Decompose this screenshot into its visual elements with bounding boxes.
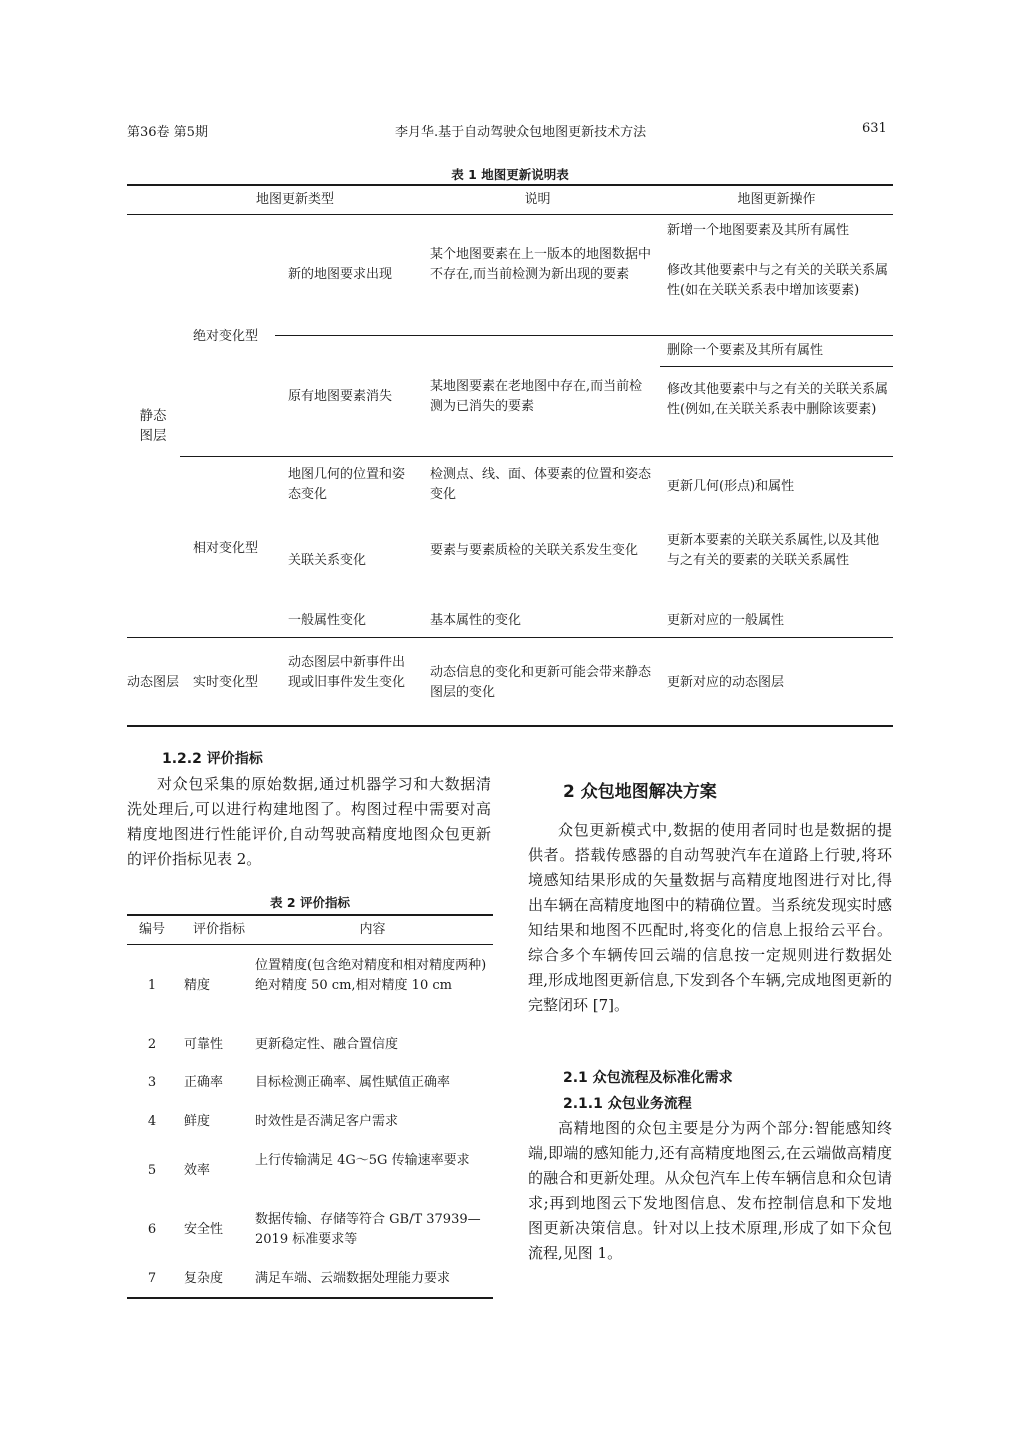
table1-row5-op1: 更新对应的一般属性 — [667, 613, 785, 628]
page-number: 631 — [862, 121, 887, 136]
table2-row4-no: 4 — [147, 1114, 157, 1129]
table1-row6-type: 动态图层中新事件出现或旧事件发生变化 — [288, 655, 406, 690]
table2-row5-no: 5 — [147, 1163, 157, 1178]
table2-bottom-rule — [127, 1297, 493, 1299]
table2-row1-name: 精度 — [184, 978, 211, 993]
table1-group-realtime: 实时变化型 — [193, 675, 259, 690]
table1-header-rule — [127, 214, 893, 215]
table1-header-ops: 地图更新操作 — [737, 192, 816, 207]
section-1-2-2-heading: 1.2.2 评价指标 — [162, 751, 263, 767]
table1-row1-desc: 某个地图要素在上一版本的地图数据中不存在,而当前检测为新出现的要素 — [430, 247, 652, 282]
table1-row1-op1: 新增一个地图要素及其所有属性 — [667, 223, 850, 238]
table1-row2-op1: 删除一个要素及其所有属性 — [667, 343, 824, 358]
table1-row1-op2: 修改其他要素中与之有关的关联关系属性(如在关联关系表中增加该要素) — [667, 263, 889, 298]
table1-layer-static: 静态 图层 — [139, 408, 167, 444]
section-2-1-1-text: 高精地图的众包主要是分为两个部分:智能感知终端,即端的感知能力,还有高精度地图云,在云端做高精度的融合和更新处理。从众包汽车上传车辆信息和众包请求;再到地图云下发地图信息、发布控制信息和下发地图更新决策信息。针对以上技术原理,形成了如下众包流程,见图 1。 — [528, 1119, 892, 1262]
table2-row2-content: 更新稳定性、融合置信度 — [255, 1037, 399, 1052]
table2-header-no: 编号 — [138, 922, 165, 937]
table1-header-desc: 说明 — [524, 192, 551, 207]
table1-row6-op1: 更新对应的动态图层 — [667, 675, 785, 690]
section-1-2-2-text: 对众包采集的原始数据,通过机器学习和大数据清洗处理后,可以进行构建地图了。构图过程中需要对高精度地图进行性能评价,自动驾驶高精度地图众包更新的评价指标见表 2。 — [127, 775, 491, 868]
table2-header-rule — [127, 944, 493, 945]
table2-header-content: 内容 — [359, 922, 386, 937]
running-title: 李月华.基于自动驾驶众包地图更新技术方法 — [395, 125, 647, 140]
table1-row4-desc: 要素与要素质检的关联关系发生变化 — [430, 543, 639, 558]
table1-layer-dynamic: 动态图层 — [127, 675, 180, 690]
table1-row3-desc: 检测点、线、面、体要素的位置和姿态变化 — [430, 467, 652, 502]
table2-row4-content: 时效性是否满足客户需求 — [255, 1114, 399, 1129]
table2-row7-content: 满足车端、云端数据处理能力要求 — [255, 1271, 451, 1286]
table1-top-rule — [127, 184, 893, 186]
table2-row6-no: 6 — [147, 1222, 157, 1237]
table2-row7-name: 复杂度 — [184, 1271, 224, 1286]
table1-row2-op2: 修改其他要素中与之有关的关联关系属性(例如,在关联关系表中删除该要素) — [667, 382, 889, 417]
table1-row2-desc: 某地图要素在老地图中存在,而当前检测为已消失的要素 — [430, 379, 643, 414]
section-2-1-heading: 2.1 众包流程及标准化需求 — [563, 1070, 733, 1086]
table2-row3-content: 目标检测正确率、属性赋值正确率 — [255, 1075, 451, 1090]
table1-divider-absolute — [275, 335, 893, 336]
table2-header-name: 评价指标 — [193, 922, 246, 937]
table1-bottom-rule — [127, 725, 893, 727]
journal-volume: 第36卷 第5期 — [127, 125, 208, 140]
table2-row2-name: 可靠性 — [184, 1037, 224, 1052]
table1-row2-type: 原有地图要素消失 — [288, 389, 393, 404]
table2-caption: 表 2 评价指标 — [270, 895, 350, 910]
table2-row5-content: 上行传输满足 4G～5G 传输速率要求 — [255, 1153, 470, 1168]
section-2-heading: 2 众包地图解决方案 — [563, 782, 717, 802]
table2-row5-name: 效率 — [184, 1163, 211, 1178]
table1-row3-op1: 更新几何(形点)和属性 — [667, 479, 795, 494]
table2-row6-content: 数据传输、存储等符合 GB/T 37939—2019 标准要求等 — [255, 1212, 481, 1247]
table2-row3-name: 正确率 — [184, 1075, 224, 1090]
table2-row2-no: 2 — [147, 1037, 157, 1052]
table2-row1-no: 1 — [147, 978, 157, 993]
table1-row6-desc: 动态信息的变化和更新可能会带来静态图层的变化 — [430, 665, 652, 700]
table2-row7-no: 7 — [147, 1271, 157, 1286]
table1-divider-relative — [180, 456, 893, 457]
table1-header-type: 地图更新类型 — [255, 192, 334, 207]
table1-group-absolute: 绝对变化型 — [193, 329, 259, 344]
table2-row6-name: 安全性 — [184, 1222, 224, 1237]
table1-group-relative: 相对变化型 — [193, 541, 259, 556]
section-2-1-1-heading: 2.1.1 众包业务流程 — [563, 1096, 692, 1112]
table1-row1-type: 新的地图要求出现 — [288, 267, 393, 282]
table2-top-rule — [127, 914, 493, 916]
table1-row3-type: 地图几何的位置和姿态变化 — [288, 467, 406, 502]
table2-row3-no: 3 — [147, 1075, 157, 1090]
table1-caption: 表 1 地图更新说明表 — [451, 167, 569, 182]
table2-row1-content: 位置精度(包含绝对精度和相对精度两种)绝对精度 50 cm,相对精度 10 cm — [255, 958, 487, 993]
table1-row4-op1: 更新本要素的关联关系属性,以及其他与之有关的要素的关联关系属性 — [667, 533, 880, 568]
table1-row4-type: 关联关系变化 — [288, 553, 367, 568]
table1-ops-divider — [660, 366, 893, 367]
table2-row4-name: 鲜度 — [184, 1114, 211, 1129]
section-2-text: 众包更新模式中,数据的使用者同时也是数据的提供者。搭载传感器的自动驾驶汽车在道路上行驶,将环境感知结果形成的矢量数据与高精度地图进行对比,得出车辆在高精度地图中的精确位置。当系统发现实时感知结果和地图不匹配时,将变化的信息上报给云平台。综合多个车辆传回云端的信息按一定规则进行数据处理,形成地图更新信息,下发到各个车辆,完成地图更新的完整闭环 [7]。 — [528, 821, 892, 1014]
table1-row5-desc: 基本属性的变化 — [430, 613, 522, 628]
table1-row5-type: 一般属性变化 — [288, 613, 367, 628]
table1-divider-dynamic — [127, 637, 893, 638]
